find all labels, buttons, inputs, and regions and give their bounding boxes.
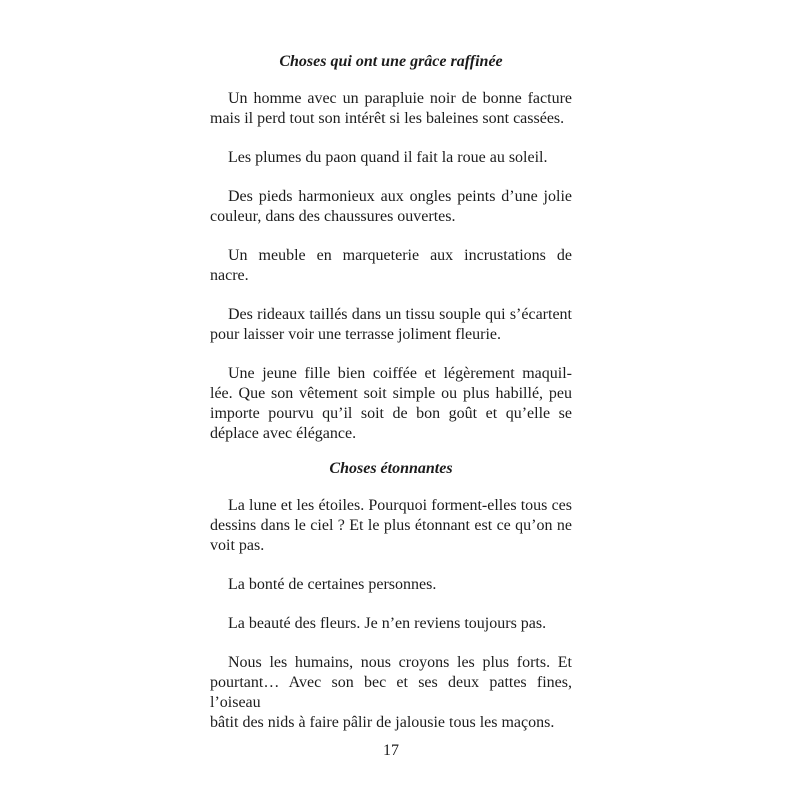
paragraph-line: Des pieds harmonieux aux ongles peints d’une jolie	[228, 188, 572, 205]
section-title-etonnantes: Choses étonnantes	[329, 460, 453, 477]
paragraph-line: pourtant… Avec son bec et ses deux pattes fines, l’oiseau	[210, 674, 572, 711]
section-title-graces: Choses qui ont une grâce raffinée	[279, 53, 503, 70]
paragraph-line: déplace avec élégance.	[210, 425, 357, 442]
book-page	[210, 0, 572, 800]
paragraph-line: mais il perd tout son intérêt si les baleines sont cassées.	[210, 110, 565, 127]
section-body-graces	[210, 89, 572, 463]
paragraph-line: Une jeune fille bien coiffée et légèrement maquil-	[228, 365, 572, 382]
paragraph-line: La lune et les étoiles. Pourquoi forment-elles tous ces	[228, 497, 572, 514]
paragraph-line: Nous les humains, nous croyons les plus forts. Et	[228, 654, 572, 671]
paragraph-line: couleur, dans des chaussures ouvertes.	[210, 208, 456, 225]
page-number: 17	[383, 742, 399, 759]
paragraph-line: Un homme avec un parapluie noir de bonne facture	[228, 90, 572, 107]
paragraph	[210, 148, 572, 168]
paragraph-line: pour laisser voir une terrasse joliment fleurie.	[210, 326, 502, 343]
paragraph	[210, 496, 572, 556]
paragraph	[210, 653, 572, 733]
paragraph	[210, 575, 572, 595]
paragraph-line: voit pas.	[210, 537, 265, 554]
paragraph	[210, 614, 572, 634]
paragraph-line: Un meuble en marqueterie aux incrustations de nacre.	[210, 247, 572, 284]
paragraph	[210, 89, 572, 129]
paragraph-line: bâtit des nids à faire pâlir de jalousie tous les maçons.	[210, 714, 555, 731]
paragraph	[210, 246, 572, 286]
paragraph-line: La beauté des fleurs. Je n’en reviens toujours pas.	[228, 615, 547, 632]
paragraph-line: lée. Que son vêtement soit simple ou plus habillé, peu	[210, 385, 572, 402]
paragraph-line: dessins dans le ciel ? Et le plus étonnant est ce qu’on ne	[210, 517, 572, 534]
paragraph-line: La bonté de certaines personnes.	[228, 576, 437, 593]
paragraph-line: Les plumes du paon quand il fait la roue au soleil.	[228, 149, 548, 166]
paragraph	[210, 187, 572, 227]
paragraph	[210, 364, 572, 444]
section-body-etonnantes	[210, 496, 572, 752]
paragraph-line: Des rideaux taillés dans un tissu souple qui s’écartent	[228, 306, 572, 323]
paragraph-line: importe pourvu qu’il soit de bon goût et qu’elle se	[210, 405, 572, 422]
paragraph	[210, 305, 572, 345]
